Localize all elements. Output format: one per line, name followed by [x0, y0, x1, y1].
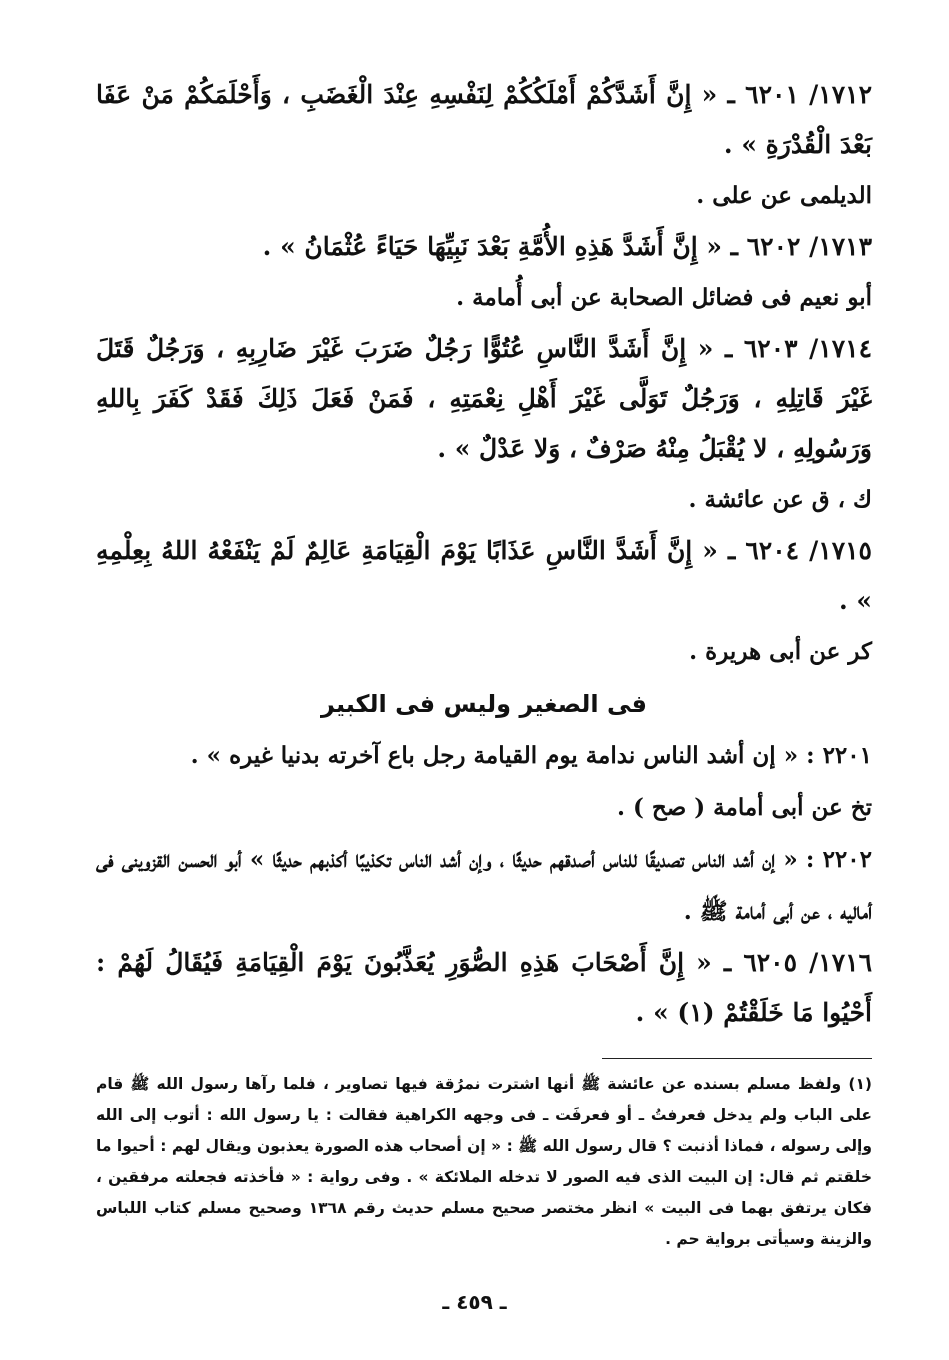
source-line: ك ، ق عن عائشة .: [688, 486, 872, 513]
spacer: [96, 1038, 872, 1058]
source-line: كر عن أبى هريرة .: [689, 638, 872, 665]
hadith-entry: ١٧١٤/ ٦٢٠٣ ـ « إِنَّ أَشَدَّ النَّاسِ عُتُوًّا رَجُلٌ ضَرَبَ غَيْرَ ضَارِبِهِ ، وَرَجُلٌ قَتَلَ غَيْرَ قَاتِلِهِ ، وَرَجُلٌ تَوَلَّى غَيْرَ أَهْلِ نِعْمَتِهِ ، فَمَنْ فَعَلَ ذَلِكَ فَقَدْ كَفَرَ بِاللهِ وَرَسُولِهِ ، لا يُقْبَلُ مِنْهُ صَرْفٌ ، وَلا عَدْلٌ » .: [96, 334, 873, 463]
source-line: الديلمى عن على .: [696, 182, 872, 209]
hadith-entry: ٢٢٠١ : « إن أشد الناس ندامة يوم القيامة رجل باع آخرته بدنيا غيره » .: [190, 742, 872, 769]
section-heading: فى الصغير وليس فى الكبير: [321, 690, 647, 718]
hadith-entry: ١٧١٢/ ٦٢٠١ ـ « إِنَّ أَشَدَّكُمْ أَمْلَكُكُمْ لِنَفْسِهِ عِنْدَ الْغَضَبِ ، وَأَحْلَمَكُمْ مَنْ عَفَا بَعْدَ الْقُدْرَةِ » .: [96, 80, 872, 159]
page-number: ـ ٤٥٩ ـ: [442, 1290, 507, 1314]
source-line: تخ عن أبى أمامة ( صح ) .: [616, 794, 872, 821]
hadith-entry: ٢٢٠٢ : « إن أشد الناس تصديقًا للناس أصدقهم حديثًا ، وإن أشد الناس تكذيبًا أكذبهم حديثًا » أبو الحسن القزوينى فى أماليه ، عن أبى أمامة ﷺ .: [96, 846, 872, 925]
hadith-entry: ١٧١٦/ ٦٢٠٥ ـ « إِنَّ أَصْحَابَ هَذِهِ الصُّوَرِ يُعَذَّبُونَ يَوْمَ الْقِيَامَةِ فَيُقَالُ لَهُمْ : أَحْيُوا مَا خَلَقْتُمْ (١) » .: [96, 948, 872, 1027]
footnote-divider: [602, 1058, 872, 1059]
source-line: أبو نعيم فى فضائل الصحابة عن أبى أُمامة .: [456, 284, 872, 311]
footnote: (١) ولفظ مسلم بسنده عن عائشة ﷺ أنها اشترت نمرُقة فيها تصاوير ، فلما رآها رسول الله ﷺ قام على الباب ولم يدخل فعرفتُ ـ أو فعرفَت ـ فى وجهه الكراهية فقالت : يا رسول الله : أتوب إلى الله وإلى رسوله ، فماذا أذنبت ؟ قال رسول الله ﷺ : « إن أصحاب هذه الصورة يعذبون ويقال لهم : أحيوا ما خلقتم ثم قال: إن البيت الذى فيه الصور لا تدخله الملائكة » . وفى رواية : « فأخذته فجعلته مرفقين ، فكان يرتفق بهما فى البيت » انظر مختصر صحيح مسلم حديث رقم ١٣٦٨ وصحيح مسلم كتاب اللباس والزينة وسيأتى برواية حم .: [96, 1075, 872, 1248]
document-page: [96, 70, 872, 1330]
hadith-entry: ١٧١٣/ ٦٢٠٢ ـ « إِنَّ أَشَدَّ هَذِهِ الأُمَّةِ بَعْدَ نَبِيِّهَا حَيَاءً عُثْمَانُ » .: [262, 232, 872, 261]
hadith-entry: ١٧١٥/ ٦٢٠٤ ـ « إِنَّ أَشَدَّ النَّاسِ عَذَابًا يَوْمَ الْقِيَامَةِ عَالِمٌ لَمْ يَنْفَعْهُ اللهُ بِعِلْمِهِ » .: [96, 536, 872, 615]
